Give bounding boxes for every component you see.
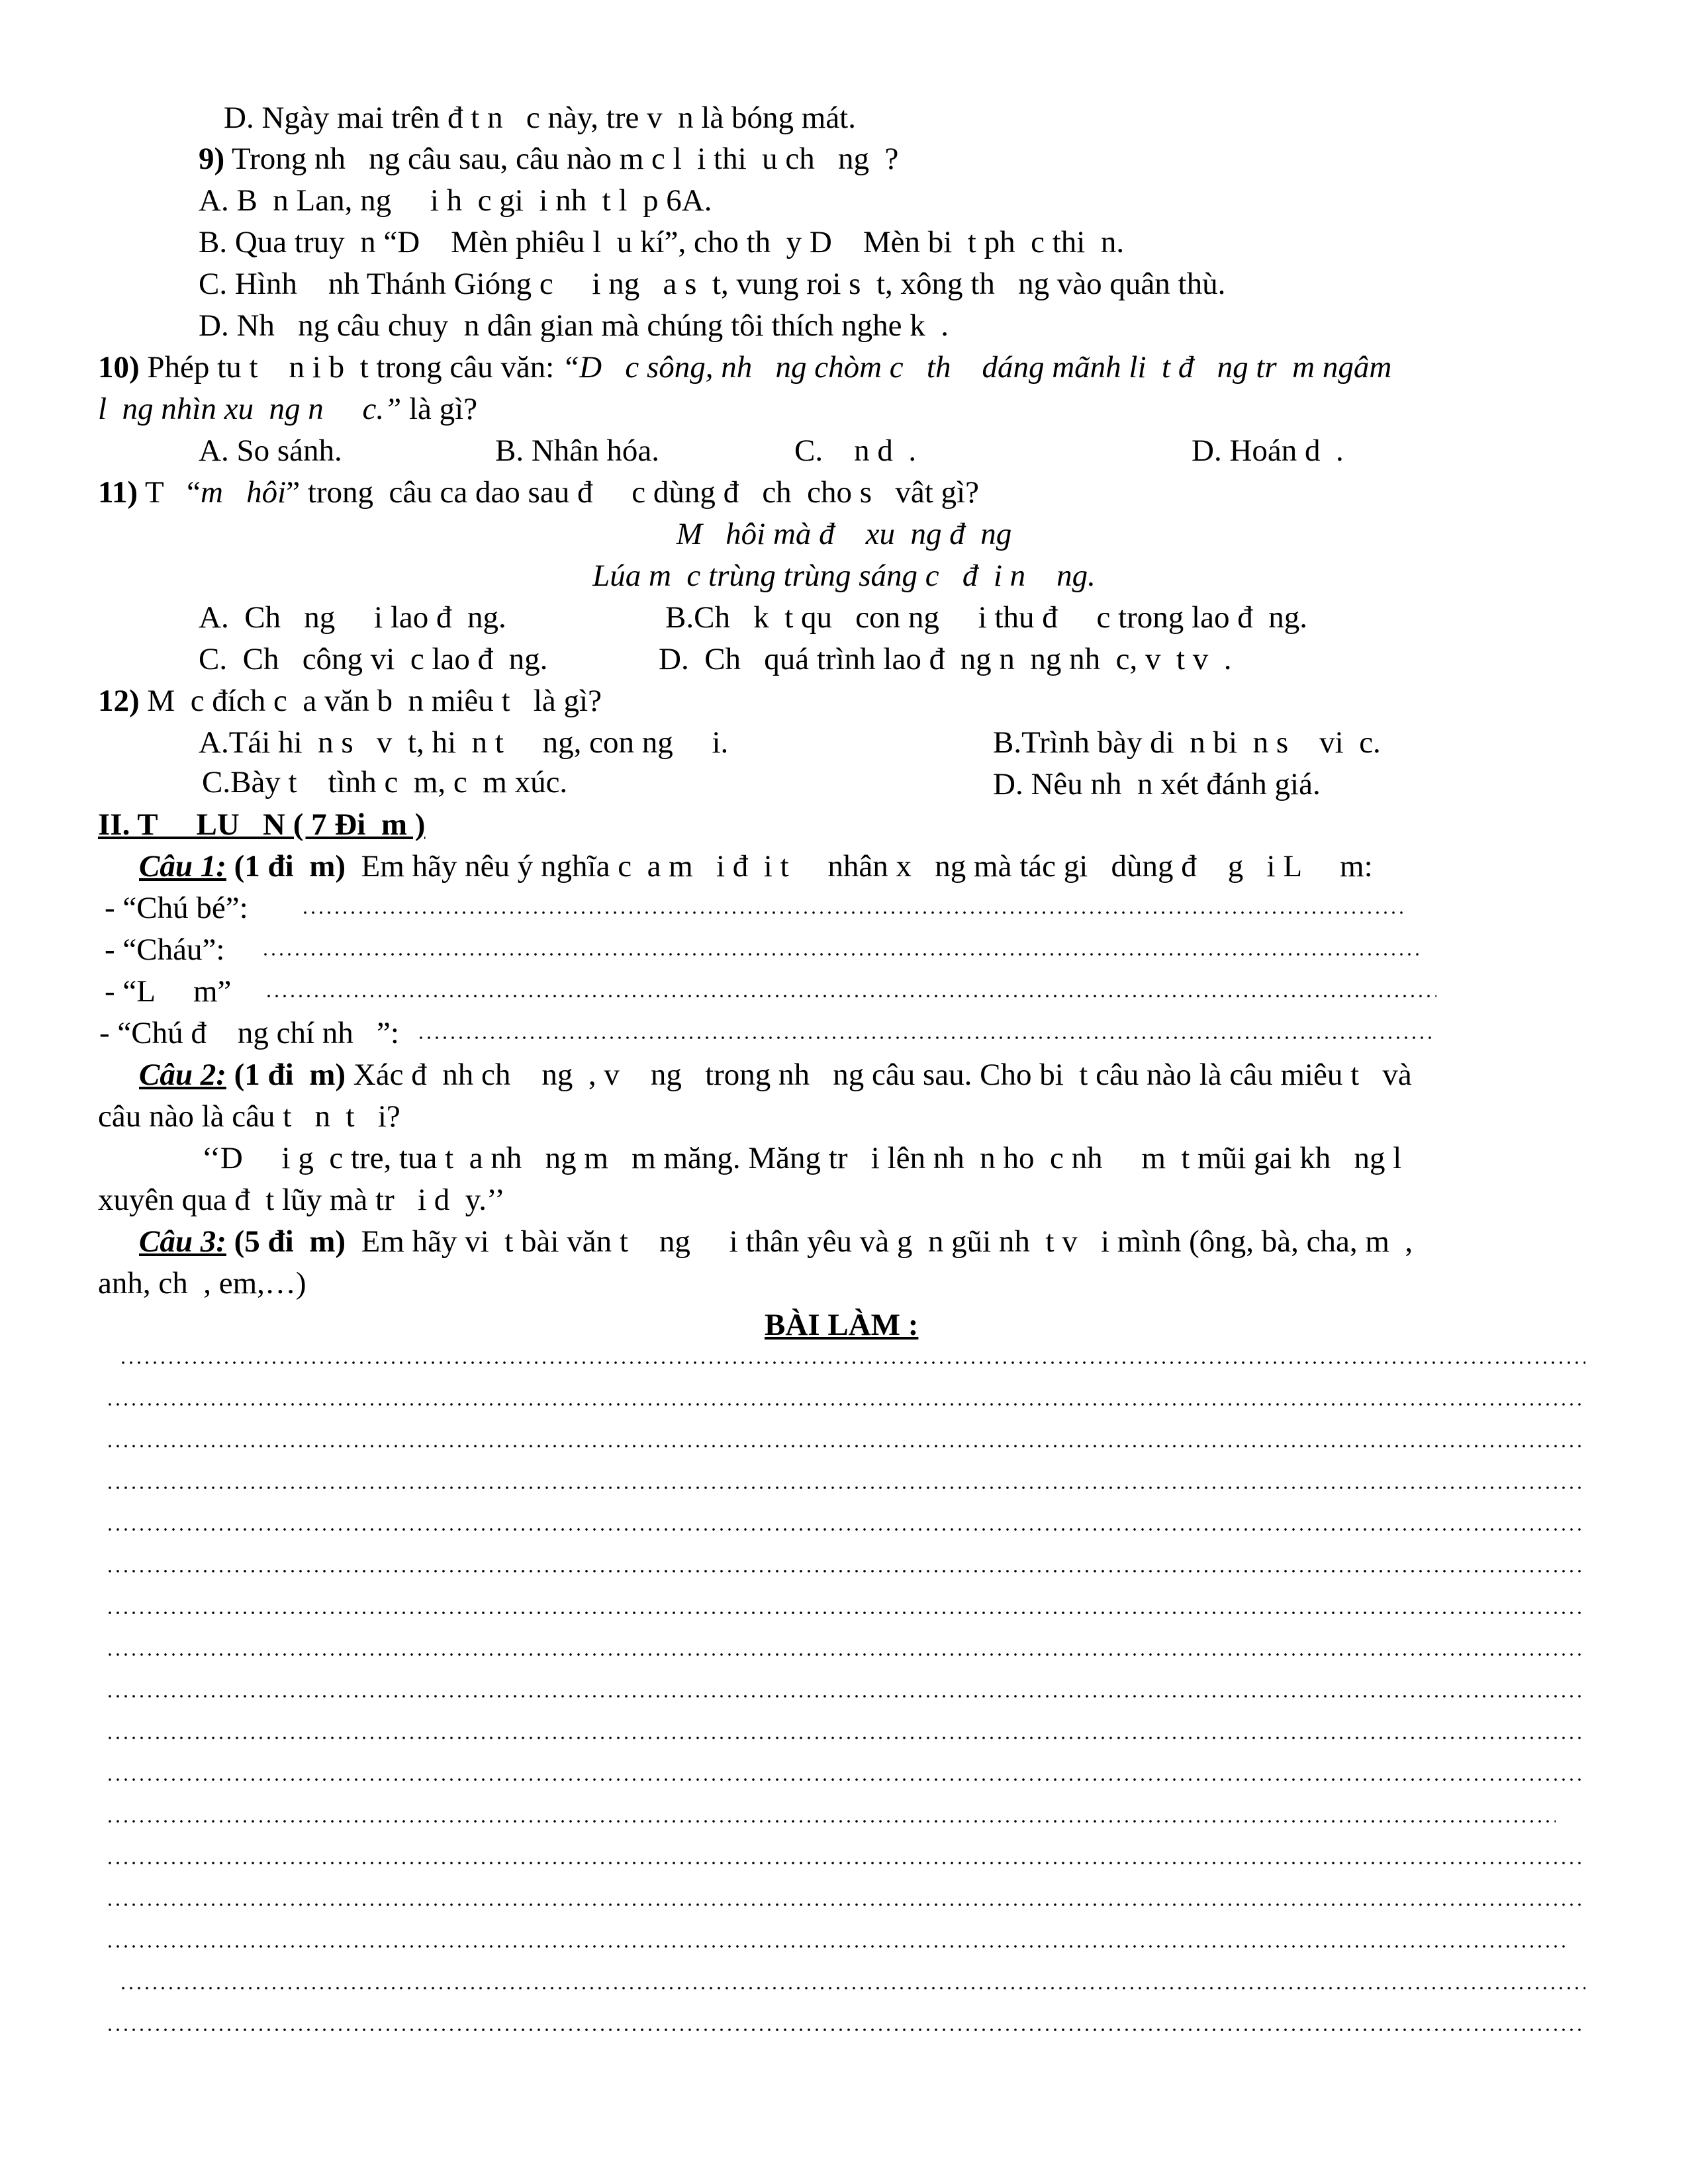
cau1-answer-line-chau[interactable]	[261, 952, 1423, 956]
answer-line[interactable]	[106, 1444, 1585, 1448]
answer-line[interactable]	[106, 1653, 1585, 1657]
part2-heading: II. T LU N ( 7 Đi m )	[98, 807, 426, 842]
q12-option-a: A.Tái hi n s v t, hi n t ng, con ng i.	[199, 725, 729, 760]
q9-stem	[199, 140, 1590, 177]
q9-option-d: D. Nh ng câu chuy n dân gian mà chúng tôi thích nghe k .	[199, 308, 949, 343]
q9-option-b: B. Qua truy n “D Mèn phiêu l u kí”, cho th y D Mèn bi t ph c thi n.	[199, 225, 1125, 259]
q9-stem-text: Trong nh ng câu sau, câu nào m c l i thi u ch ng ?	[224, 142, 899, 176]
answer-line[interactable]	[106, 1736, 1585, 1740]
cau1-item-chudongchi: - “Chú đ ng chí nh ”:	[99, 1016, 407, 1050]
q10-stem-tail: là gì?	[401, 392, 478, 426]
cau1-answer-line-chudongchi[interactable]	[417, 1036, 1433, 1040]
answer-line[interactable]	[106, 2028, 1585, 2032]
cau2-prompt-line1	[139, 1056, 1590, 1093]
q10-quote-line2: l ng nhìn xu ng n c.”	[98, 392, 402, 426]
bai-lam-heading: BÀI LÀM :	[765, 1308, 919, 1342]
q11-stem-part2: ” trong câu ca dao sau đ c dùng đ ch cho s vât gì?	[286, 475, 979, 510]
q11-option-d: D. Ch quá trình lao đ ng n ng nh c, v t v .	[659, 642, 1232, 676]
answer-line[interactable]	[106, 1778, 1585, 1782]
q10-quote-line1: “D c sông, nh ng chòm c th dáng mãnh li t đ ng tr m ngâm	[562, 350, 1392, 385]
q12-number: 12)	[98, 684, 140, 718]
q10-option-d: D. Hoán d .	[1192, 433, 1344, 468]
cau1-label: Câu 1:	[139, 849, 226, 884]
q10-option-b: B. Nhân hóa.	[495, 433, 660, 468]
q8-option-d: D. Ngày mai trên đ t n c này, tre v n là bóng mát.	[224, 101, 856, 135]
cau1-answer-line-luom[interactable]	[265, 994, 1436, 998]
q10-option-c: C. n d .	[794, 433, 917, 468]
q11-option-b: B.Ch k t qu con ng i thu đ c trong lao đ ng.	[665, 600, 1307, 635]
q12-stem	[98, 682, 1590, 719]
cau2-quote-line2: xuyên qua đ t lũy mà tr i d y.’’	[98, 1183, 505, 1217]
q11-stem-part1: T “	[138, 475, 201, 510]
answer-line[interactable]	[106, 1694, 1585, 1698]
cau1-prompt	[139, 848, 1590, 885]
q12-option-d: D. Nêu nh n xét đánh giá.	[993, 767, 1321, 801]
q9-number: 9)	[199, 142, 225, 176]
q10-stem-line2	[98, 390, 1590, 428]
q11-number: 11)	[98, 475, 138, 510]
q10-stem	[98, 349, 1590, 386]
answer-line[interactable]	[106, 1611, 1585, 1615]
answer-line[interactable]	[119, 1361, 1585, 1365]
answer-line[interactable]	[106, 1402, 1585, 1406]
answer-line[interactable]	[106, 1861, 1585, 1865]
q11-option-a: A. Ch ng i lao đ ng.	[199, 600, 506, 635]
cau1-item-chube: - “Chú bé”:	[105, 891, 256, 925]
cau3-points: (5 đi m)	[226, 1224, 346, 1259]
cau3-text-line2: anh, ch , em,…)	[98, 1266, 306, 1300]
cau1-text: Em hãy nêu ý nghĩa c a m i đ i t nhân x ng mà tác gi dùng đ g i L m:	[346, 849, 1373, 884]
q11-stem-word: m hôi	[200, 475, 287, 510]
q10-option-a: A. So sánh.	[199, 433, 342, 468]
cau2-text-line2: câu nào là câu t n t i?	[98, 1099, 400, 1134]
cau2-text-line1: Xác đ nh ch ng , v ng trong nh ng câu sau. Cho bi t câu nào là câu miêu t và	[346, 1058, 1412, 1092]
answer-line[interactable]	[106, 1903, 1585, 1907]
answer-line[interactable]	[119, 1986, 1585, 1990]
answer-line[interactable]	[106, 1527, 1585, 1531]
answer-line[interactable]	[106, 1944, 1569, 1948]
q12-stem-text: M c đích c a văn b n miêu t là gì?	[139, 684, 602, 718]
q9-option-a: A. B n Lan, ng i h c gi i nh t l p 6A.	[199, 183, 712, 218]
answer-line[interactable]	[106, 1569, 1585, 1573]
q12-option-c: C.Bày t tình c m, c m xúc.	[202, 765, 568, 799]
cau3-label: Câu 3:	[139, 1224, 226, 1259]
q12-option-b: B.Trình bày di n bi n s vi c.	[993, 725, 1381, 760]
cau3-prompt-line1	[139, 1223, 1590, 1260]
answer-line[interactable]	[106, 1486, 1585, 1490]
q9-option-c: C. Hình nh Thánh Gióng c i ng a s t, vung roi s t, xông th ng vào quân thù.	[199, 267, 1226, 301]
cau1-answer-line-chube[interactable]	[301, 911, 1407, 915]
q10-number: 10)	[98, 350, 140, 385]
cau2-quote-line1: ‘‘D i g c tre, tua t a nh ng m m măng. Măng tr i lên nh n ho c nh m t mũi gai kh ng l	[202, 1141, 1402, 1175]
q11-option-c: C. Ch công vi c lao đ ng.	[199, 642, 548, 676]
cau1-item-luom: - “L m”	[105, 974, 240, 1009]
cau3-text-line1: Em hãy vi t bài văn t ng i thân yêu và g n gũi nh t v i mình (ông, bà, cha, m ,	[346, 1224, 1413, 1259]
q11-stem	[98, 474, 1590, 511]
q11-poem-line2: Lúa m c trùng trùng sáng c đ i n ng.	[592, 559, 1096, 593]
q10-stem-text: Phép tu t n i b t trong câu văn:	[139, 350, 562, 385]
answer-line[interactable]	[106, 1819, 1556, 1823]
cau1-points: (1 đi m)	[226, 849, 346, 884]
cau2-label: Câu 2:	[139, 1058, 226, 1092]
cau1-item-chau: - “Cháu”:	[105, 933, 233, 967]
cau2-points: (1 đi m)	[226, 1058, 346, 1092]
q11-poem-line1: M hôi mà đ xu ng đ ng	[676, 517, 1012, 551]
